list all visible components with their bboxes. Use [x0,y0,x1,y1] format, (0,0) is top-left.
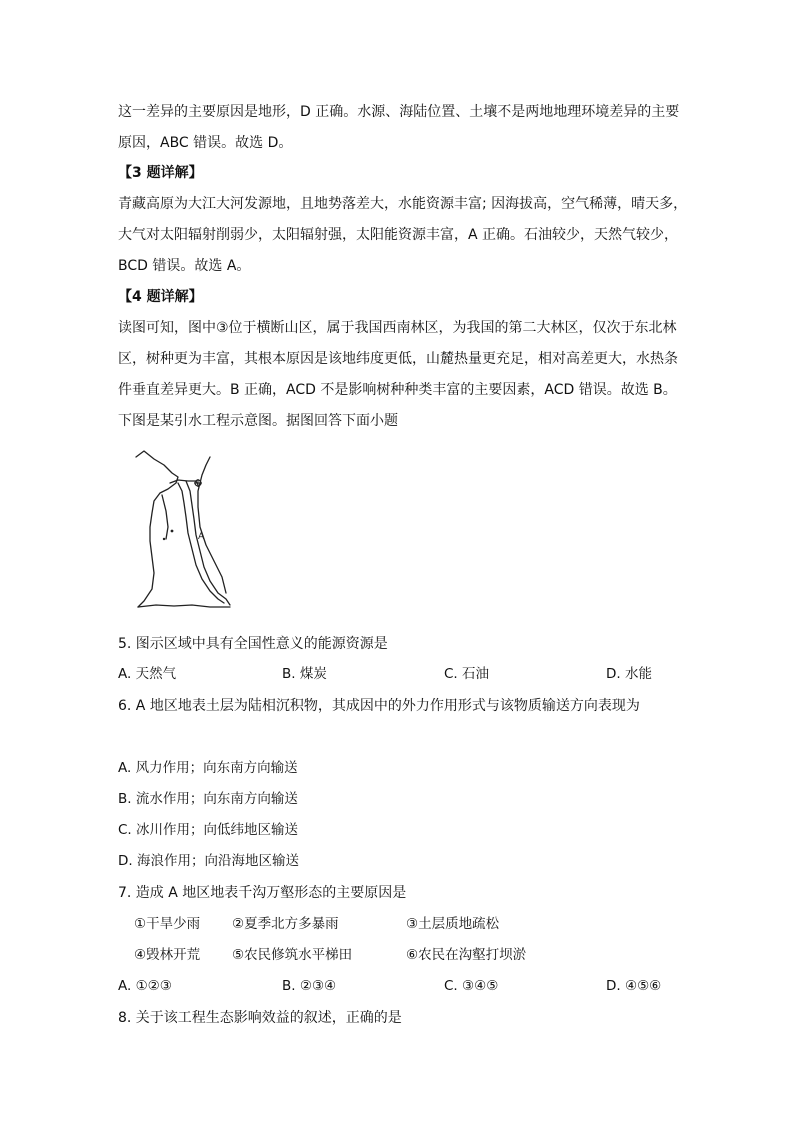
paragraph-line: 原因，ABC 错误。故选 D。 [118,135,293,151]
section-heading-4: 【4 题详解】 [118,289,203,305]
paragraph-line: 区，树种更为丰富，其根本原因是该地纬度更低，山麓热量更充足，相对高差更大，水热条 [118,351,678,367]
paragraph-line: 这一差异的主要原因是地形，D 正确。水源、海陆位置、土壤不是两地地理环境差异的主要 [118,104,680,120]
river-line [198,457,226,593]
q5-option-d[interactable]: D. 水能 [606,666,652,682]
q7-option-d[interactable]: D. ④⑤⑥ [606,978,662,994]
q7-item-5: ⑤农民修筑水平梯田 [232,947,353,963]
q6-option-d[interactable]: D. 海浪作用；向沿海地区输送 [118,853,299,869]
question-7-stem: 7. 造成 A 地区地表千沟万壑形态的主要原因是 [118,885,407,901]
q5-option-b[interactable]: B. 煤炭 [282,666,327,682]
section-heading-3: 【3 题详解】 [118,165,203,181]
q7-option-c[interactable]: C. ③④⑤ [444,978,499,994]
boundary-line [138,605,230,607]
q7-item-6: ⑥农民在沟壑打坝淤 [406,947,527,963]
river-line [162,495,168,539]
q7-item-2: ②夏季北方多暴雨 [232,916,339,932]
paragraph-line: 青藏高原为大江大河发源地，且地势落差大，水能资源丰富; 因海拔高，空气稀薄，晴天多， [118,196,688,212]
question-5-stem: 5. 图示区域中具有全国性意义的能源资源是 [118,636,388,652]
paragraph-line: 大气对太阳辐射削弱少，太阳辐射强，太阳能资源丰富，A 正确。石油较少，天然气较少， [118,227,679,243]
water-project-map [126,447,236,612]
q5-option-c[interactable]: C. 石油 [444,666,490,682]
q5-option-a[interactable]: A. 天然气 [118,666,177,682]
river-line [178,483,224,603]
paragraph-line: 件垂直差异更大。B 正确，ACD 不是影响树种种类丰富的主要因素，ACD 错误。故选 B。 [118,382,677,398]
location-dot [163,538,165,540]
river-line [186,481,230,605]
paragraph-line: BCD 错误。故选 A。 [118,258,251,274]
q7-item-3: ③土层质地疏松 [406,916,500,932]
q6-option-c[interactable]: C. 冰川作用；向低纬地区输送 [118,822,299,838]
q6-option-a[interactable]: A. 风力作用；向东南方向输送 [118,760,298,776]
q6-option-b[interactable]: B. 流水作用；向东南方向输送 [118,791,298,807]
paragraph-line: 读图可知，图中③位于横断山区，属于我国西南林区，为我国的第二大林区，仅次于东北林 [118,320,677,336]
question-8-stem: 8. 关于该工程生态影响效益的叙述，正确的是 [118,1010,402,1026]
q7-option-b[interactable]: B. ②③④ [282,978,337,994]
question-intro: 下图是某引水工程示意图。据图回答下面小题 [118,413,398,429]
q7-option-a[interactable]: A. ①②③ [118,978,172,994]
map-label-a: A [198,532,205,542]
q7-item-1: ①干旱少雨 [134,916,201,932]
location-dot [171,530,174,533]
q7-item-4: ④毁林开荒 [134,947,201,963]
question-6-stem: 6. A 地区地表土层为陆相沉积物，其成因中的外力作用形式与该物质输送方向表现为 [118,698,640,714]
boundary-line [136,451,178,607]
